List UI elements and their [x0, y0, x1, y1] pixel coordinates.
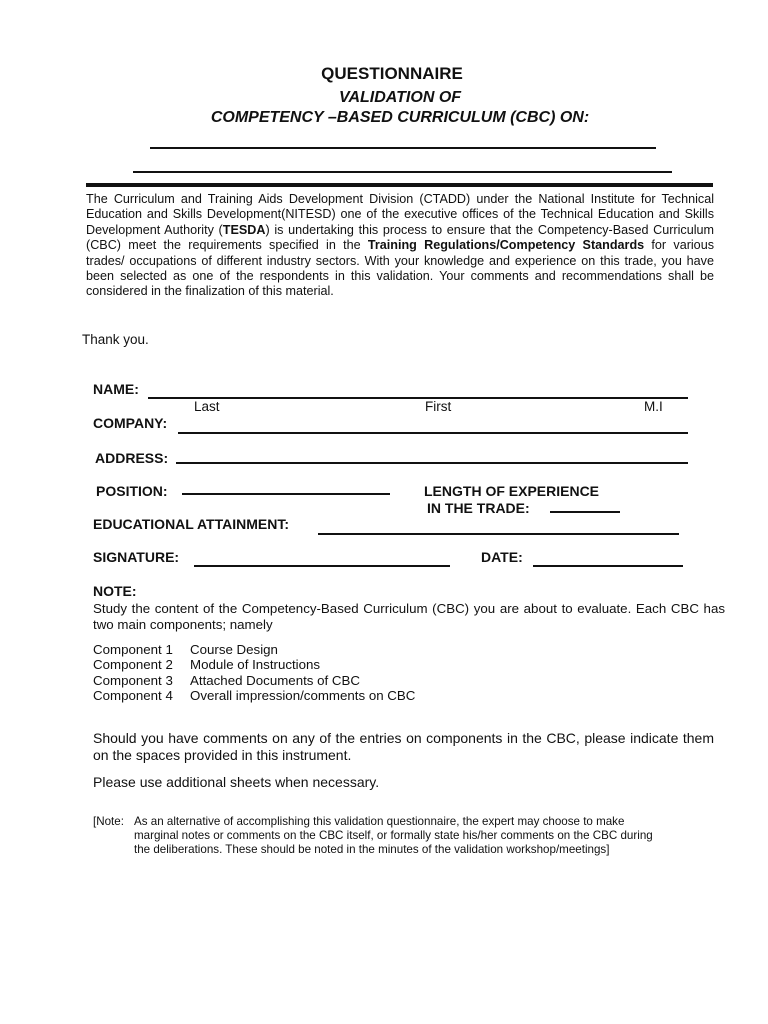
footnote-line-1: As an alternative of accomplishing this validation questionnaire, the expert may choose to make [134, 815, 625, 828]
company-field[interactable] [178, 432, 688, 434]
name-field[interactable] [148, 397, 688, 399]
position-label: POSITION: [96, 483, 168, 499]
note-body: Study the content of the Competency-Based Curriculum (CBC) you are about to evaluate. Each CBC has two main components; namely [93, 601, 725, 632]
component-2-desc: Module of Instructions [190, 657, 321, 672]
intro-text-1: The Curriculum and Training Aids Development Division (CTADD) under the National Institute for Technical Education and Skills Development(NITESD) one of the executive offices of the Technical Education and Skills Development Authority ( [86, 192, 714, 237]
intro-text-3: for various trades/ occupations of different industry sectors. With your knowledge and experience on this trade, you have been selected as one of the respondents in this validation. Your comments and recommendations shall be considered in the finalization of this material. [86, 238, 714, 299]
component-4-desc: Overall impression/comments on CBC [190, 688, 416, 703]
footnote-line-3: the deliberations. These should be noted in the minutes of the validation workshop/meetings] [134, 843, 610, 856]
component-4-num: Component 4 [93, 688, 173, 703]
signature-field[interactable] [194, 565, 450, 567]
company-label: COMPANY: [93, 415, 168, 431]
address-label: ADDRESS: [95, 450, 169, 466]
component-1-num: Component 1 [93, 642, 173, 657]
subtitle-line-1: VALIDATION OF [338, 89, 462, 106]
education-label: EDUCATIONAL ATTAINMENT: [93, 516, 289, 532]
additional-sheets-instruction: Please use additional sheets when necessary. [93, 774, 380, 790]
name-first-caption: First [425, 399, 452, 414]
title-blank-line-1[interactable] [150, 147, 656, 149]
footnote-line-2: marginal notes or comments on the CBC itself, or formally state his/her comments on the CBC during [134, 829, 653, 842]
note-heading: NOTE: [93, 583, 137, 599]
experience-field[interactable] [550, 511, 620, 513]
name-label: NAME: [93, 381, 139, 397]
component-2-num: Component 2 [93, 657, 173, 672]
title-blank-line-2[interactable] [133, 171, 672, 173]
subtitle-line-2: COMPETENCY –BASED CURRICULUM (CBC) ON: [210, 109, 590, 126]
component-1-desc: Course Design [190, 642, 278, 657]
date-field[interactable] [533, 565, 683, 567]
page-title: QUESTIONNAIRE [321, 64, 463, 83]
experience-label-1: LENGTH OF EXPERIENCE [424, 483, 600, 499]
component-3-num: Component 3 [93, 673, 173, 688]
position-field[interactable] [182, 493, 390, 495]
intro-tesda: TESDA [222, 222, 266, 237]
name-mi-caption: M.I [644, 399, 663, 414]
thank-you-text: Thank you. [82, 332, 149, 347]
footnote-prefix: [Note: [93, 815, 124, 828]
intro-text-2: ) is undertaking this process to ensure that the Competency-Based Curriculum (CBC) meet the requirements specified in the [86, 222, 715, 253]
intro-paragraph [86, 192, 714, 300]
signature-label: SIGNATURE: [93, 549, 180, 565]
comments-instruction: Should you have comments on any of the entries on components in the CBC, please indicate them on the spaces provided in this instrument. [93, 730, 714, 763]
component-3-desc: Attached Documents of CBC [190, 673, 360, 688]
education-field[interactable] [318, 533, 679, 535]
intro-standards: Training Regulations/Competency Standards [367, 238, 645, 253]
date-label: DATE: [481, 549, 523, 565]
experience-label-2: IN THE TRADE: [427, 500, 530, 516]
header-divider [86, 183, 713, 187]
name-last-caption: Last [194, 399, 220, 414]
address-field[interactable] [176, 462, 688, 464]
